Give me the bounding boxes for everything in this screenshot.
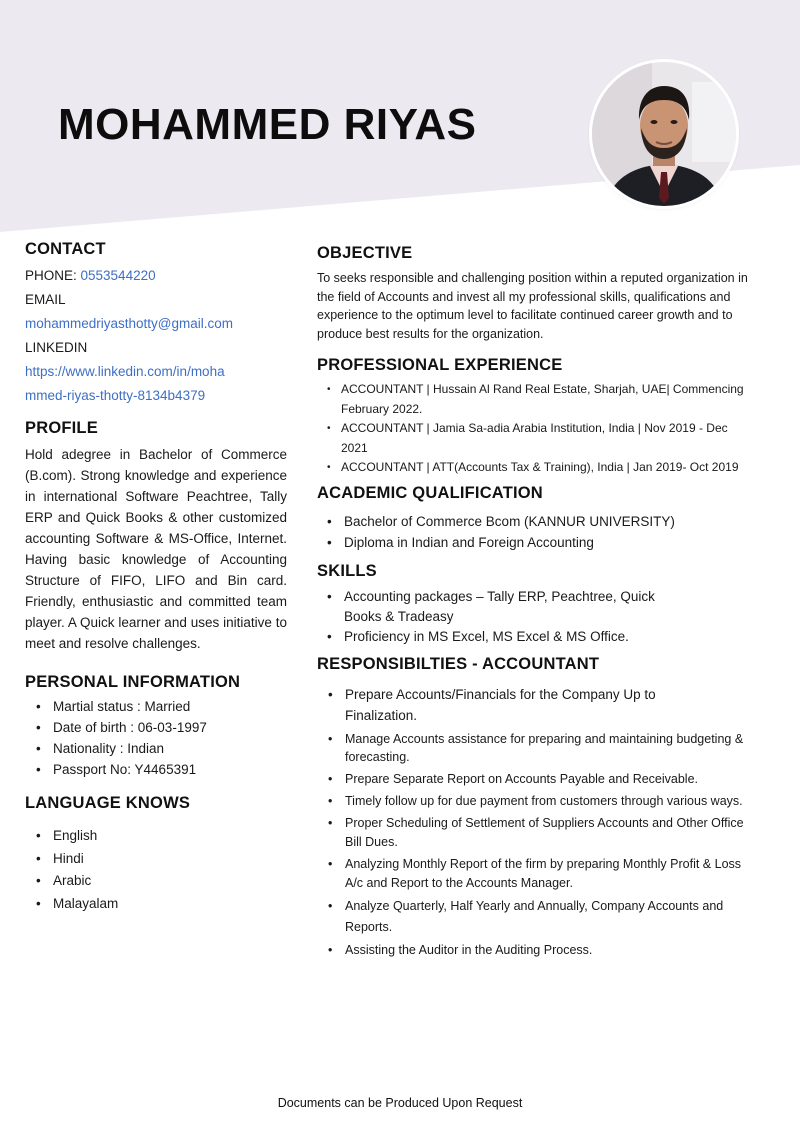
skills-list bbox=[317, 587, 757, 647]
list-item: • ACCOUNTANT | ATT(Accounts Tax & Training), India | Jan 2019- Oct 2019 bbox=[341, 458, 757, 478]
list-item: • Analyzing Monthly Report of the firm by preparing Monthly Profit & Loss A/c and Report to the Accounts Manager. bbox=[345, 855, 757, 892]
list-item: • Hindi bbox=[53, 848, 287, 871]
linkedin-link-line-1[interactable]: https://www.linkedin.com/in/moha bbox=[25, 364, 225, 379]
candidate-name: MOHAMMED RIYAS bbox=[58, 100, 477, 149]
phone-line bbox=[25, 264, 287, 288]
list-item: • ACCOUNTANT | Jamia Sa-adia Arabia Institution, India | Nov 2019 - Dec 2021 bbox=[341, 419, 757, 458]
list-item: • Accounting packages – Tally ERP, Peachtree, Quick Books & Tradeasy bbox=[344, 587, 757, 627]
list-item: • Bachelor of Commerce Bcom (KANNUR UNIVERSITY) bbox=[344, 511, 757, 532]
list-item: • Diploma in Indian and Foreign Accounting bbox=[344, 532, 757, 553]
objective-heading: OBJECTIVE bbox=[317, 244, 413, 262]
languages-list bbox=[25, 825, 287, 915]
email-link[interactable]: mohammedriyasthotty@gmail.com bbox=[25, 316, 234, 331]
list-item: • Prepare Accounts/Financials for the Company Up to Finalization. bbox=[345, 684, 757, 726]
personal-info-list bbox=[25, 696, 287, 780]
list-item: • Prepare Separate Report on Accounts Payable and Receivable. bbox=[345, 770, 757, 789]
right-column bbox=[317, 244, 757, 963]
linkedin-label: LINKEDIN bbox=[25, 340, 88, 355]
profile-photo bbox=[592, 62, 736, 206]
list-item: • Analyze Quarterly, Half Yearly and Annually, Company Accounts and Reports. bbox=[345, 896, 757, 938]
profile-photo-image bbox=[592, 62, 736, 206]
phone-label: PHONE: bbox=[25, 268, 81, 283]
list-item: • Proper Scheduling of Settlement of Suppliers Accounts and Other Office Bill Dues. bbox=[345, 814, 757, 851]
list-item: • ACCOUNTANT | Hussain Al Rand Real Estate, Sharjah, UAE| Commencing February 2022. bbox=[341, 380, 757, 419]
list-item: • English bbox=[53, 825, 287, 848]
list-item: • Date of birth : 06-03-1997 bbox=[53, 717, 287, 738]
list-item: • Assisting the Auditor in the Auditing Process. bbox=[345, 941, 757, 960]
list-item: • Proficiency in MS Excel, MS Excel & MS Office. bbox=[344, 627, 757, 647]
profile-text: Hold adegree in Bachelor of Commerce (B.com). Strong knowledge and experience in international Software Peachtree, Tally ERP and Quick Books & other customized accounting Software & MS-Office, Internet. Having basic knowledge of Accounting Structure of FIFO, LIFO and Bin card. Friendly, enthusiastic and committed team player. A Quick learner and uses initiative to meet and resolve challenges. bbox=[25, 447, 287, 651]
list-item: • Arabic bbox=[53, 870, 287, 893]
objective-text: To seeks responsible and challenging position within a reputed organization in the field of Accounts and invest all my professional skills, qualifications and experience to the optimum level to facilitate continued career growth and to produce best results for the organization. bbox=[317, 271, 748, 341]
footer-note: Documents can be Produced Upon Request bbox=[277, 1096, 523, 1110]
academic-heading: ACADEMIC QUALIFICATION bbox=[317, 483, 543, 502]
list-item: • Malayalam bbox=[53, 893, 287, 916]
languages-heading: LANGUAGE KNOWS bbox=[25, 794, 191, 812]
list-item: • Manage Accounts assistance for preparing and maintaining budgeting & forecasting. bbox=[345, 730, 757, 767]
list-item: • Martial status : Married bbox=[53, 696, 287, 717]
responsibilities-heading: RESPONSIBILTIES - ACCOUNTANT bbox=[317, 654, 600, 673]
linkedin-link-line-2[interactable]: mmed-riyas-thotty-8134b4379 bbox=[25, 388, 206, 403]
list-item: • Timely follow up for due payment from customers through various ways. bbox=[345, 792, 757, 811]
list-item: • Nationality : Indian bbox=[53, 738, 287, 759]
phone-link[interactable]: 0553544220 bbox=[80, 268, 156, 283]
responsibilities-list bbox=[317, 684, 757, 960]
academic-list bbox=[317, 511, 757, 553]
experience-heading: PROFESSIONAL EXPERIENCE bbox=[317, 356, 563, 374]
contact-heading: CONTACT bbox=[25, 240, 106, 258]
list-item: • Passport No: Y4465391 bbox=[53, 759, 287, 780]
email-label: EMAIL bbox=[25, 292, 66, 307]
skills-heading: SKILLS bbox=[317, 561, 377, 580]
experience-list bbox=[317, 380, 757, 478]
profile-heading: PROFILE bbox=[25, 419, 98, 437]
personal-info-heading: PERSONAL INFORMATION bbox=[25, 673, 241, 691]
left-column bbox=[25, 240, 287, 915]
